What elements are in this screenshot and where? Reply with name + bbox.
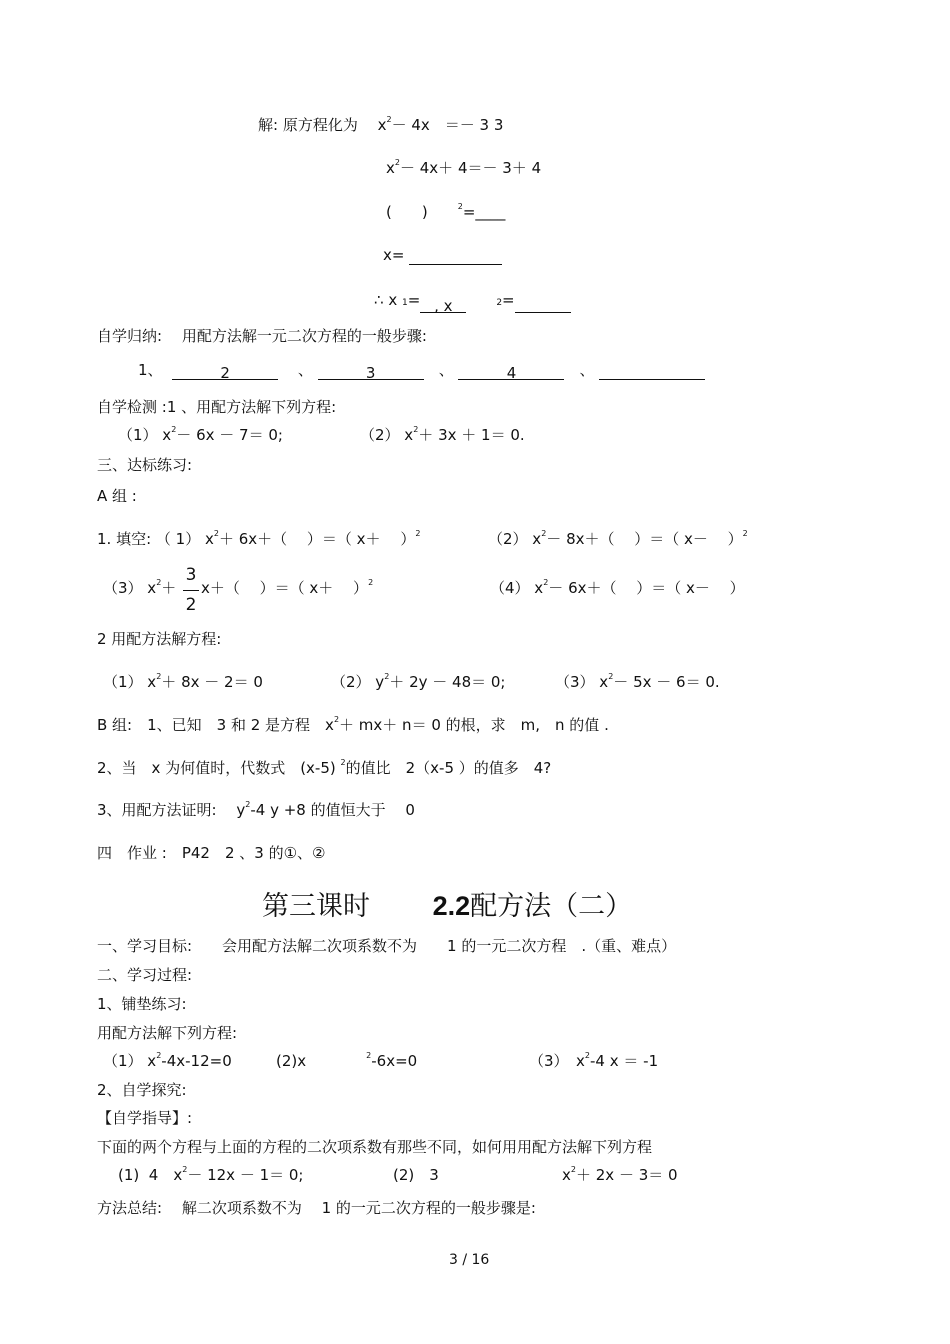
solve-line-2: $x^2- 4x+ 4=- 3+ 4$ — [386, 158, 542, 177]
group-b-problem-2: 2、当 x 为何值时，代数式 (x-5) $^2$的值比 2（x-5 ）的值多 4? — [97, 758, 552, 777]
summary-label: 自学归纳: 用配方法解一元二次方程的一般步骤: — [97, 327, 427, 345]
solve-line-5: ∴ x 1= , x 2= — [374, 290, 571, 313]
solve2-problem-2: （2） $y^2+ 2y - 48= 0$; — [331, 672, 506, 691]
warmup-problem-3: （3） $x^2-4$ x ＝ -1 — [529, 1051, 659, 1070]
solve-line-3: ( ) $^2$=____ — [386, 202, 506, 221]
solve-line-4: x= — [383, 245, 502, 265]
learning-goal: 一、学习目标: 会用配方法解二次项系数不为 1 的一元二次方程 .（重、难点） — [97, 937, 677, 955]
solve2-problem-3: （3） $x^2- 5x - 6= 0$. — [555, 672, 720, 691]
warmup-heading: 1、铺垫练习: — [97, 995, 187, 1013]
guide-text: 下面的两个方程与上面的方程的二次项系数有那些不同，如何用用配方法解下列方程 — [97, 1138, 653, 1156]
fill-q1: 1. 填空: （ 1） $x^2+ 6x+$（ ）＝（ x＋ ）$^2$ — [97, 529, 421, 548]
fill-q4: （4） $x^2- 6x+$（ ）＝（ x－ ） — [490, 578, 745, 597]
fill-q3-fraction-bar — [183, 590, 199, 591]
learning-process: 二、学习过程: — [97, 966, 193, 984]
fill-q3-right: x＋（ ）＝（ x＋ ）$^2$ — [201, 578, 374, 597]
check-problem-2: （2） $x^2+ 3x + 1= 0$. — [360, 425, 525, 444]
check-label: 自学检测 :1 、用配方法解下列方程: — [97, 398, 337, 416]
warmup-problem-1: （1） $x^2-4x-12=0$ — [103, 1051, 232, 1070]
explore-heading: 2、自学探究: — [97, 1081, 187, 1099]
fill-q3-denominator: 2 — [185, 595, 197, 615]
warmup-subheading: 用配方法解下列方程: — [97, 1024, 238, 1042]
solve2-label: 2 用配方法解方程: — [97, 630, 222, 648]
solve-line-1: 解: 原方程化为 $x^2- 4x$ ＝－ 3 3 — [258, 115, 504, 134]
page-number: 3 / 16 — [449, 1252, 490, 1268]
warmup-problem-2: (2)x $^2$-6x=0 — [276, 1051, 418, 1070]
group-b-problem-3: 3、用配方法证明: $y^2-4$ y +8 的值恒大于 0 — [97, 800, 415, 819]
method-summary: 方法总结: 解二次项系数不为 1 的一元二次方程的一般步骤是: — [97, 1199, 536, 1217]
check-problem-1: （1） $x^2- 6x - 7= 0$; — [118, 425, 283, 444]
guide-problem-2-label: (2) 3 — [393, 1166, 439, 1184]
group-b-problem-1: B 组: 1、已知 3 和 2 是方程 $x^2+ mx+ n= 0$ 的根，求 m, n 的值 . — [97, 715, 609, 734]
lesson-title: 第三课时 2.2配方法（二） — [262, 891, 633, 922]
guide-problem-1: (1) 4 $x^2- 12x - 1= 0$; — [118, 1165, 304, 1184]
guide-problem-2: $x^2+ 2x - 3= 0$ — [562, 1165, 678, 1184]
homework: 四 作业 : P42 2 、3 的①、② — [97, 844, 326, 862]
fill-q3-left: （3） $x^2+$ — [103, 578, 177, 597]
fill-q3-numerator: 3 — [185, 565, 197, 585]
fill-q2: （2） $x^2- 8x+$（ ）＝（ x－ ）$^2$ — [488, 529, 748, 548]
group-a-heading: A 组 : — [97, 487, 137, 505]
summary-blanks: 1、 2 、 3 、 4 、 — [138, 360, 705, 380]
section-3-heading: 三、达标练习: — [97, 456, 193, 474]
guide-heading: 【自学指导】: — [97, 1109, 193, 1127]
solve2-problem-1: （1） $x^2+ 8x - 2= 0$ — [103, 672, 263, 691]
